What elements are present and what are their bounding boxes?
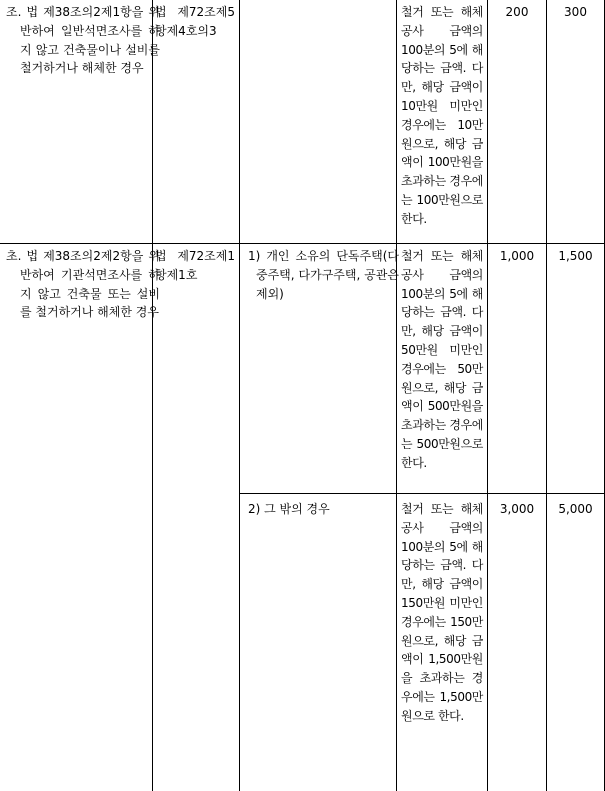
standard-cell: 철거 또는 해체 공사 금액의 100분의 5에 해당하는 금액. 다만, 해당 금액이 150만원 미만인 경우에는 150만원으로, 해당 금액이 1,500만원을 초과하는 경우에는 1,500만원으로 한다. bbox=[401, 502, 483, 723]
column-divider bbox=[546, 0, 547, 791]
second-penalty-cell: 300 bbox=[564, 5, 587, 19]
condition-cell: 1) 개인 소유의 단독주택(다중주택, 다가구주택, 공관은 제외) bbox=[248, 249, 399, 301]
row-divider bbox=[0, 243, 605, 244]
standard-cell: 철거 또는 해체 공사 금액의 100분의 5에 해당하는 금액. 다만, 해당 금액이 50만원 미만인 경우에는 50만원으로, 해당 금액이 500만원을 초과하는 경우에는 500만원으로 한다. bbox=[401, 249, 483, 470]
column-divider bbox=[239, 0, 240, 791]
column-divider bbox=[152, 0, 153, 791]
violation-cell: 초. 법 제38조의2제2항을 위반하여 기관석면조사를 하지 않고 건축물 또는 설비를 철거하거나 해체한 경우 bbox=[6, 249, 160, 320]
violation-cell: 조. 법 제38조의2제1항을 위반하여 일반석면조사를 하지 않고 건축물이나 설비를 철거하거나 해체한 경우 bbox=[6, 5, 160, 76]
column-divider bbox=[487, 0, 488, 791]
standard-cell: 철거 또는 해체 공사 금액의 100분의 5에 해당하는 금액. 다만, 해당 금액이 10만원 미만인 경우에는 10만원으로, 해당 금액이 100만원을 초과하는 경우에는 100만원으로 한다. bbox=[401, 5, 483, 226]
first-penalty-cell: 3,000 bbox=[499, 502, 535, 516]
first-penalty-cell: 200 bbox=[505, 5, 529, 19]
first-penalty-cell: 1,000 bbox=[499, 249, 535, 263]
second-penalty-cell: 5,000 bbox=[558, 502, 593, 516]
law-cell: 법 제72조제1항제1호 bbox=[155, 249, 235, 282]
row-divider bbox=[239, 493, 605, 494]
condition-cell: 2) 그 밖의 경우 bbox=[248, 502, 330, 516]
second-penalty-cell: 1,500 bbox=[558, 249, 593, 263]
law-cell: 법 제72조제5항제4호의3 bbox=[155, 5, 235, 38]
column-divider bbox=[396, 0, 397, 791]
